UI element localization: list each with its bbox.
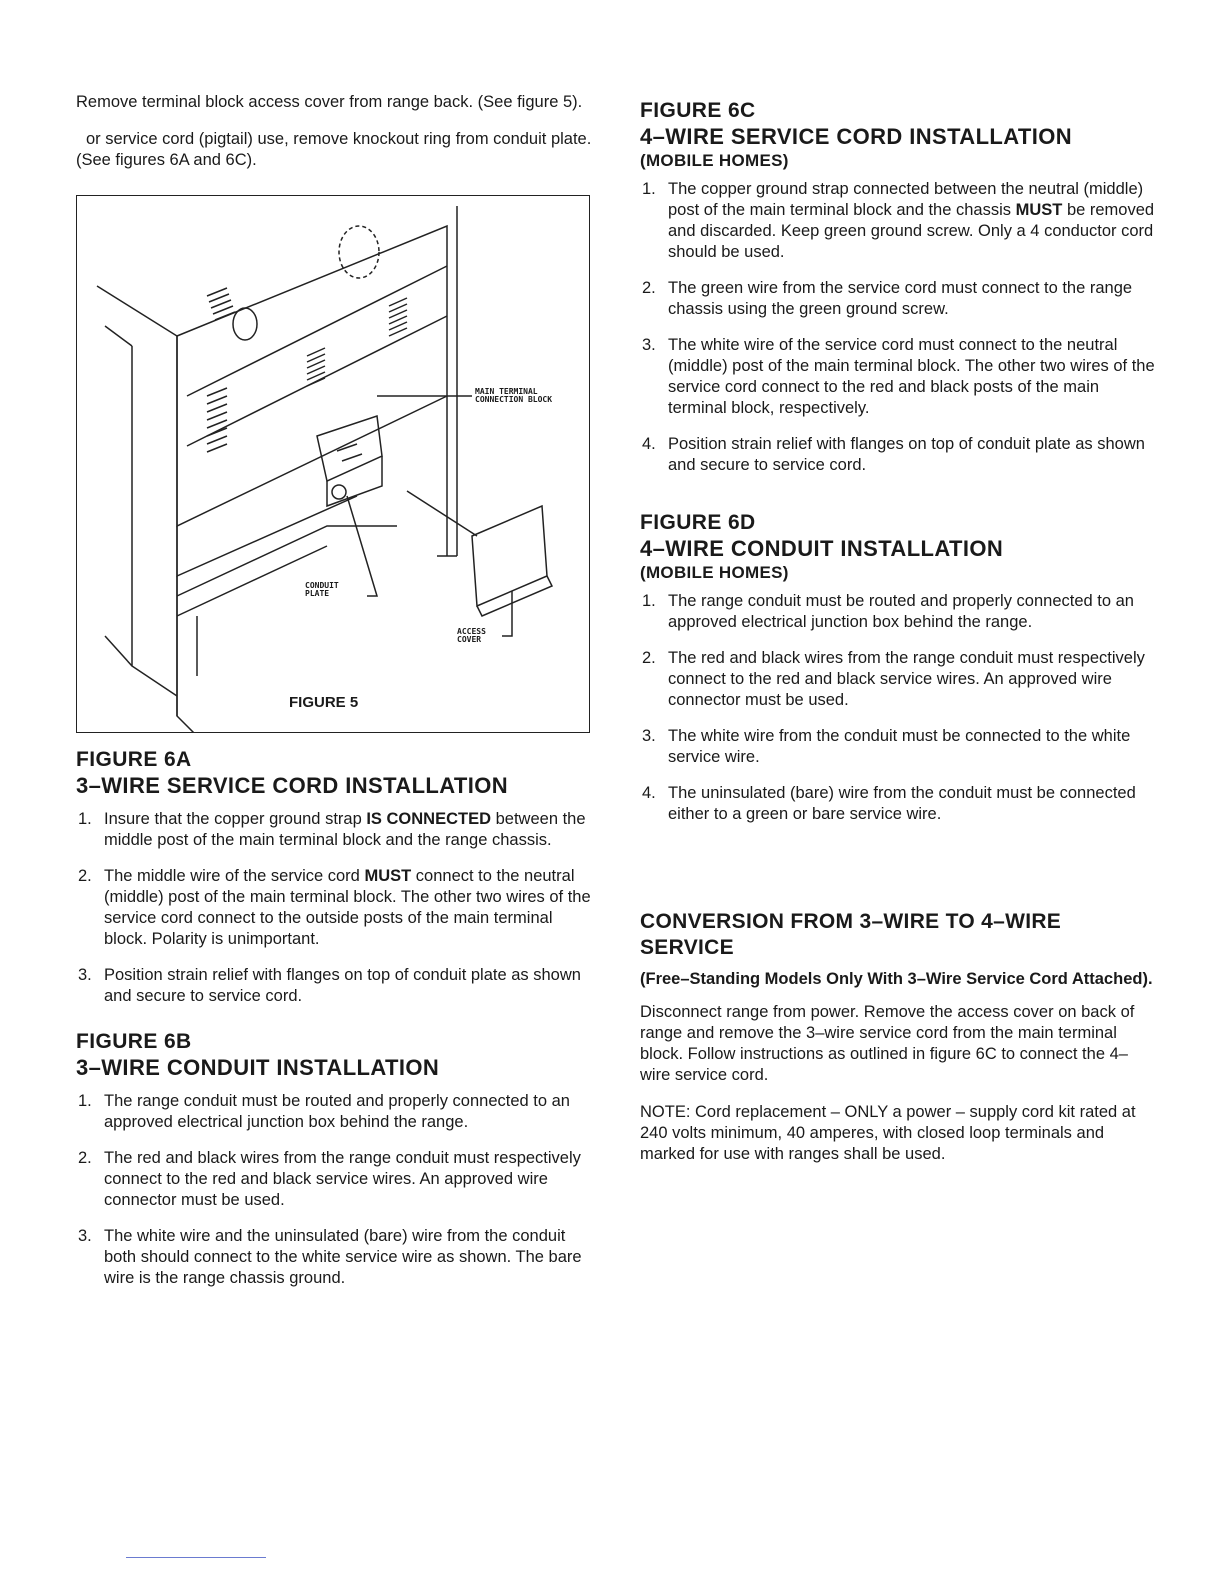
figure-6c-subtitle: (MOBILE HOMES) [640,151,789,170]
right-column [640,98,1156,1181]
figure-6b-section [76,1029,596,1289]
list-item: 1. The range conduit must be routed and properly connected to an approved electrical junction box behind the range. [642,592,1134,631]
conversion-paragraph: Disconnect range from power. Remove the access cover on back of range and remove the 3–wire service cord from the main terminal block. Follow instructions as outlined in figure 6C to connect the 4–wire service cord. [640,1003,1135,1084]
figure-6c-title: 4–WIRE SERVICE CORD INSTALLATION [640,124,1073,149]
list-item: 1. The range conduit must be routed and properly connected to an approved electrical junction box behind the range. [78,1092,570,1131]
figure-6a-section [76,747,596,1007]
figure-6d-section [640,510,1156,825]
list-item: 1. Insure that the copper ground strap IS CONNECTED between the middle post of the main terminal block and the range chassis. [78,810,586,849]
intro-paragraph-2: or service cord (pigtail) use, remove knockout ring from conduit plate. (See figures 6A and 6C). [76,130,592,169]
figure-6a-list [76,809,596,1007]
left-column [76,92,596,1311]
conversion-title: CONVERSION FROM 3–WIRE TO 4–WIRE SERVICE [640,910,1062,959]
main-terminal-callout: MAIN TERMINAL CONNECTION BLOCK [475,387,553,404]
figure-6b-label: FIGURE 6B [76,1030,192,1053]
page-footer-rule [126,1557,266,1558]
figure-6d-label: FIGURE 6D [640,511,756,534]
list-item: 4. Position strain relief with flanges on top of conduit plate as shown and secure to service cord. [642,435,1145,474]
range-back-diagram [77,196,589,732]
conduit-plate-callout: CONDUIT PLATE [305,581,339,598]
figure-6a-title: 3–WIRE SERVICE CORD INSTALLATION [76,773,509,798]
figure-6b-list [76,1091,596,1289]
figure-6a-label: FIGURE 6A [76,748,192,771]
figure-6d-list [640,591,1156,825]
figure-5-caption: FIGURE 5 [289,694,359,711]
access-cover-callout: ACCESS COVER [457,627,486,644]
intro-paragraph-1: Remove terminal block access cover from range back. (See figure 5). [76,93,583,111]
list-item: 1. The copper ground strap connected between the neutral (middle) post of the main terminal block and the chassis MUST be removed and discarded. Keep green ground screw. Only a 4 conductor cord should be used. [642,180,1155,261]
list-item: 3. Position strain relief with flanges on top of conduit plate as shown and secure to service cord. [78,966,581,1005]
figure-6d-subtitle: (MOBILE HOMES) [640,563,789,582]
list-item: 4. The uninsulated (bare) wire from the conduit must be connected either to a green or bare service wire. [642,784,1136,823]
figure-6c-section [640,98,1156,476]
cord-replacement-note: NOTE: Cord replacement – ONLY a power – supply cord kit rated at 240 volts minimum, 40 amperes, with closed loop terminals and marked for use with ranges shall be used. [640,1103,1136,1163]
list-item: 3. The white wire from the conduit must be connected to the white service wire. [642,727,1131,766]
figure-6c-list [640,179,1156,476]
conversion-subtitle: (Free–Standing Models Only With 3–Wire Service Cord Attached). [640,970,1153,988]
list-item: 2. The green wire from the service cord must connect to the range chassis using the green ground screw. [642,279,1133,318]
list-item: 2. The red and black wires from the range conduit must respectively connect to the red and black service wires. An approved wire connector must be used. [78,1149,581,1209]
figure-6c-label: FIGURE 6C [640,99,756,122]
list-item: 3. The white wire of the service cord must connect to the neutral (middle) post of the main terminal block. The other two wires of the service cord connect to the red and black posts of the main terminal block, respectively. [642,336,1155,417]
list-item: 2. The red and black wires from the range conduit must respectively connect to the red and black service wires. An approved wire connector must be used. [642,649,1145,709]
figure-5-illustration [76,195,590,733]
figure-6d-title: 4–WIRE CONDUIT INSTALLATION [640,536,1004,561]
list-item: 3. The white wire and the uninsulated (bare) wire from the conduit both should connect to the white service wire as shown. The bare wire is the range chassis ground. [78,1227,582,1287]
list-item: 2. The middle wire of the service cord MUST connect to the neutral (middle) post of the main terminal block. The other two wires of the service cord connect to the outside posts of the main terminal block. Polarity is unimportant. [78,867,591,948]
conversion-section [640,909,1156,1165]
figure-6b-title: 3–WIRE CONDUIT INSTALLATION [76,1055,440,1080]
